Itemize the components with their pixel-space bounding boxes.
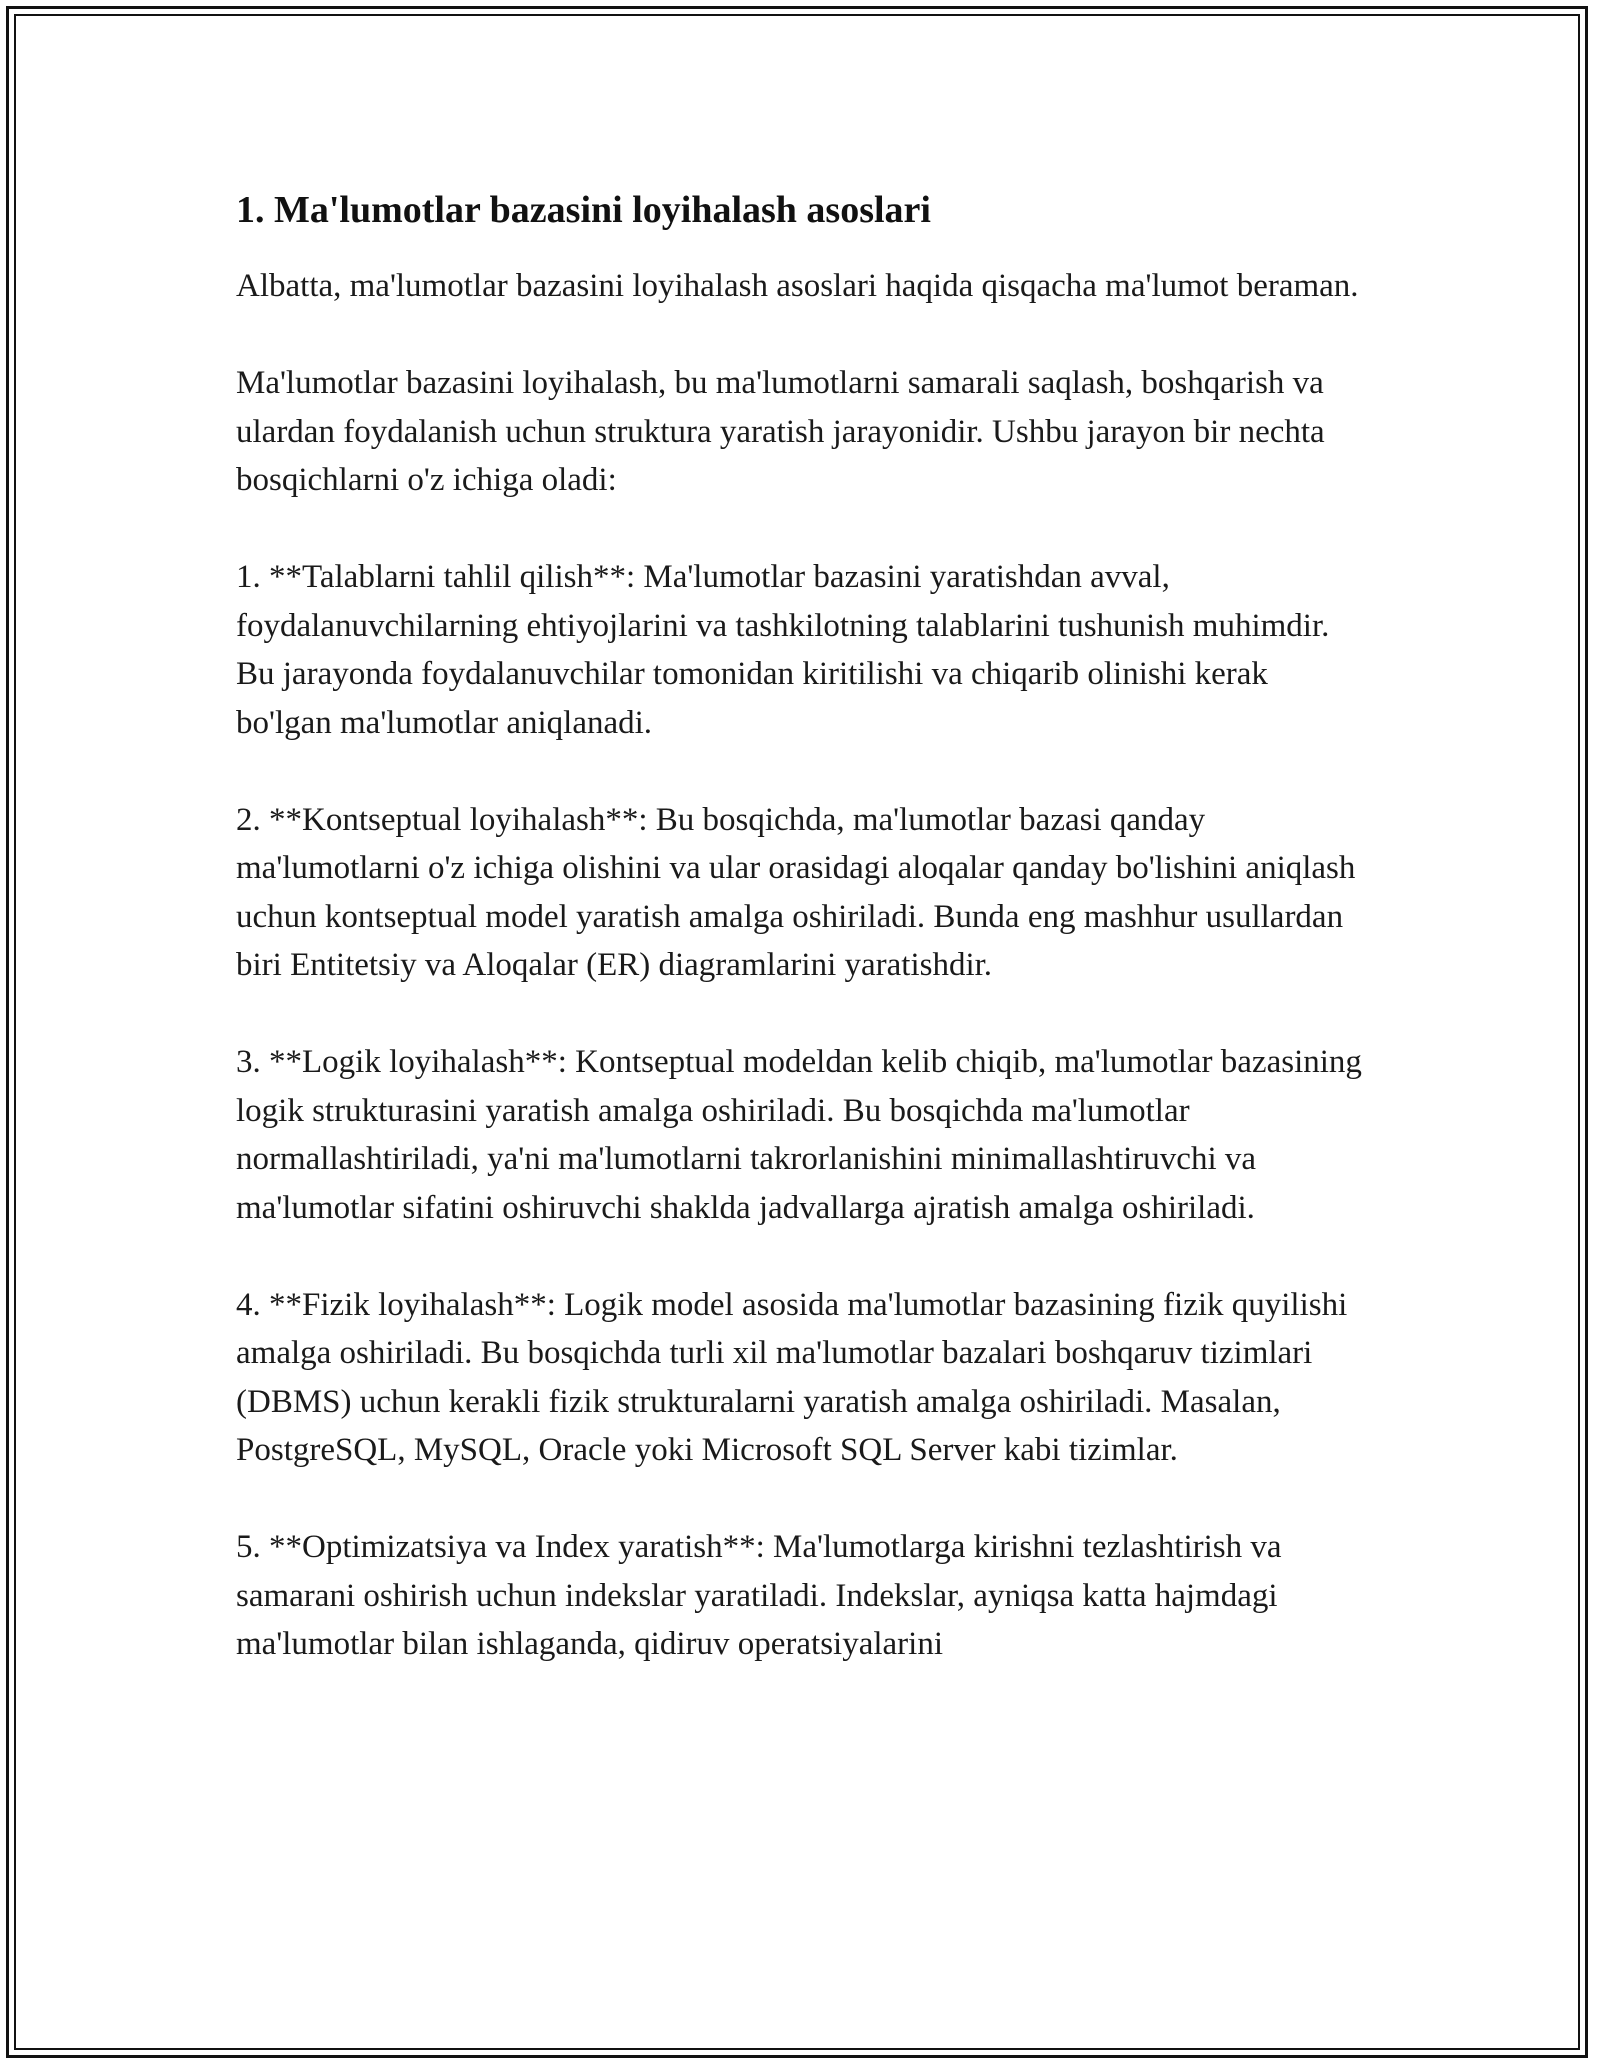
paragraph-overview: Ma'lumotlar bazasini loyihalash, bu ma'lumotlarni samarali saqlash, boshqarish va ulardan foydalanish uchun struktura yaratish jarayonidir. Ushbu jarayon bir nechta bosqichlarni o'z ichiga oladi:	[236, 365, 1325, 498]
paragraph-step-2: 2. **Kontseptual loyihalash**: Bu bosqichda, ma'lumotlar bazasi qanday ma'lumotlarni o'z ichiga olishini va ular orasidagi aloqalar qanday bo'lishini aniqlash uchun kontseptual model yaratish amalga oshiriladi. Bunda eng mashhur usullardan biri Entitetsiy va Aloqalar (ER) diagramlarini yaratishdir.	[236, 801, 1356, 983]
paragraph-step-1: 1. **Talablarni tahlil qilish**: Ma'lumotlar bazasini yaratishdan avval, foydalanuvchilarning ehtiyojlarini va tashkilotning talablarini tushunish muhimdir. Bu jarayonda foydalanuvchilar tomonidan kiritilishi va chiqarib olinishi kerak bo'lgan ma'lumotlar aniqlanadi.	[236, 559, 1330, 741]
document-body	[236, 186, 1371, 1717]
paragraph-step-5: 5. **Optimizatsiya va Index yaratish**: Ma'lumotlarga kirishni tezlashtirish va samarani oshirish uchun indekslar yaratiladi. Indekslar, ayniqsa katta hajmdagi ma'lumotlar bilan ishlaganda, qidiruv operatsiyalarini	[236, 1529, 1282, 1662]
paragraph-step-3: 3. **Logik loyihalash**: Kontseptual modeldan kelib chiqib, ma'lumotlar bazasining logik strukturasini yaratish amalga oshiriladi. Bu bosqichda ma'lumotlar normallashtiriladi, ya'ni ma'lumotlarni takrorlanishini minimallashtiruvchi va ma'lumotlar sifatini oshiruvchi shaklda jadvallarga ajratish amalga oshiriladi.	[236, 1044, 1362, 1226]
paragraph-intro: Albatta, ma'lumotlar bazasini loyihalash asoslari haqida qisqacha ma'lumot beraman.	[236, 268, 1359, 304]
document-title: 1. Ma'lumotlar bazasini loyihalash asoslari	[236, 189, 931, 231]
paragraph-step-4: 4. **Fizik loyihalash**: Logik model asosida ma'lumotlar bazasining fizik quyilishi amalga oshiriladi. Bu bosqichda turli xil ma'lumotlar bazalari boshqaruv tizimlari (DBMS) uchun kerakli fizik strukturalarni yaratish amalga oshiriladi. Masalan, PostgreSQL, MySQL, Oracle yoki Microsoft SQL Server kabi tizimlar.	[236, 1286, 1348, 1468]
